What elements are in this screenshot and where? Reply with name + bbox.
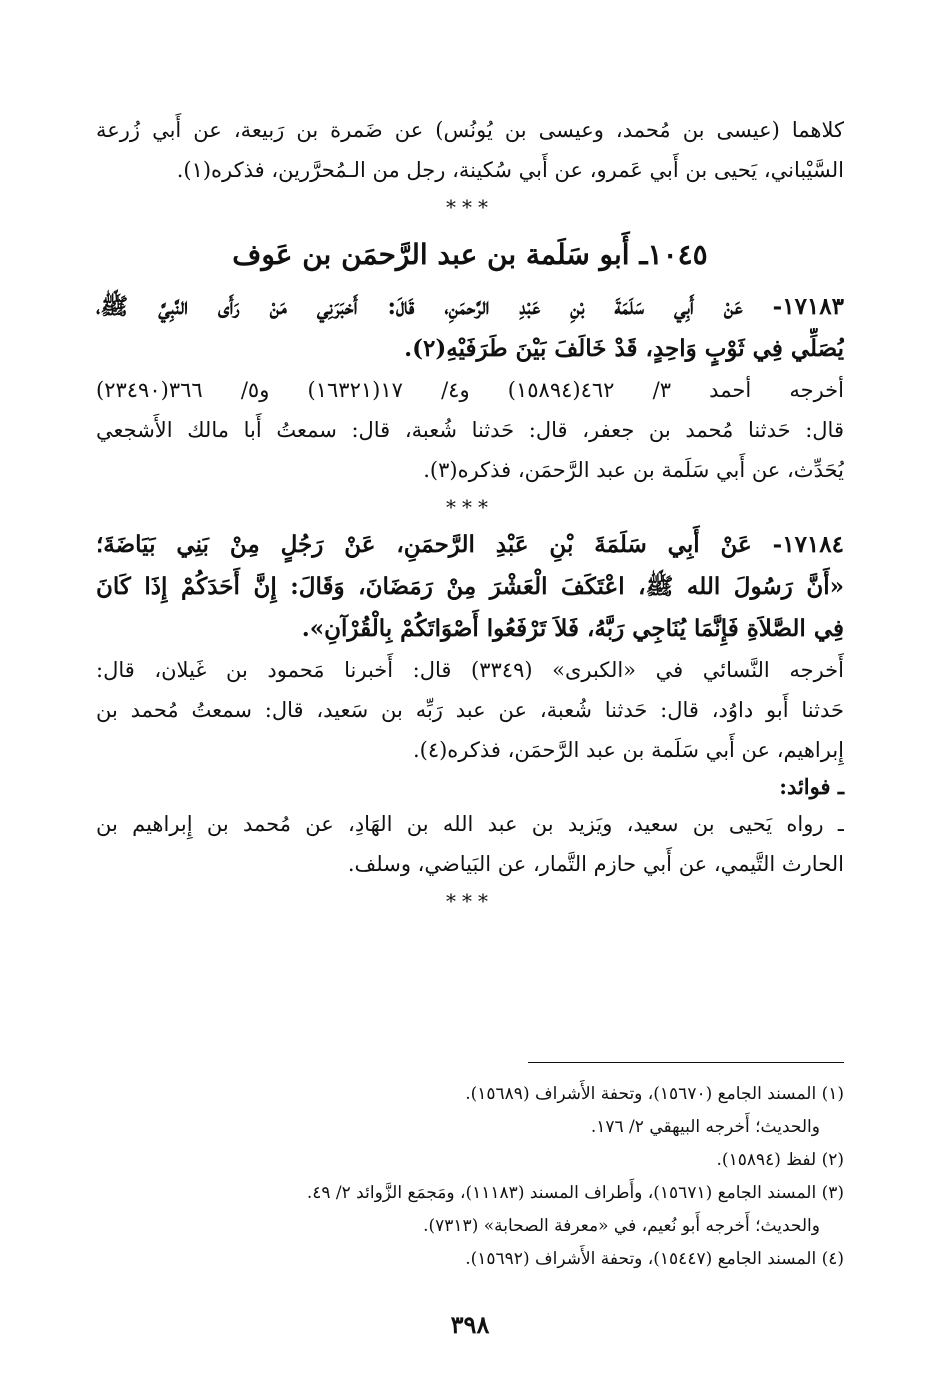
fawaid-line: الحارث التَّيمي، عن أَبي حازم التَّمار، عن البَياضي، وسلف. (347, 852, 844, 876)
hadith-text: ١٧١٨٤- عَنْ أَبِي سَلَمَةَ بْنِ عَبْدِ الرَّحمَنِ، عَنْ رَجُلٍ مِنْ بَنِي بَيَاضَةَ؛ (96, 531, 844, 558)
footnote: (٤) المسند الجامع (١٥٤٤٧)، وتحفة الأَشراف (١٥٦٩٢). (465, 1249, 844, 1269)
fawaid-line: ـ رواه يَحيى بن سعيد، ويَزيد بن عبد الله بن الهَادِ، عن مُحمد بن إِبراهيم بن (96, 812, 844, 836)
footnote: (٣) المسند الجامع (١٥٦٧١)، وأَطراف المسند (١١١٨٣)، ومَجمَع الزَّوائد ٢/ ٤٩. (306, 1183, 844, 1203)
hadith-text: يُصَلِّي فِي ثَوْبٍ وَاحِدٍ، قَدْ خَالَفَ بَيْنَ طَرَفَيْهِ(٢). (404, 335, 844, 362)
page-number: ٣٩٨ (450, 1310, 490, 1339)
takhrij-line: أخرجه أحمد ٣/ ٤٦٢(١٥٨٩٤) و٤/ ١٧(١٦٣٢١) و٥/ ٣٦٦(٢٣٤٩٠) (96, 378, 844, 402)
takhrij-line: أَخرجه النَّسائي في «الكبرى» (٣٣٤٩) قال: أَخبرنا مَحمود بن غَيلان، قال: (96, 658, 844, 682)
intro-line: السَّيْباني، يَحيى بن أَبي عَمرو، عن أَبي سُكينة، رجل من الـمُحرَّرين، فذكره(١). (176, 158, 844, 182)
intro-line: كلاهما (عيسى بن مُحمد، وعيسى بن يُونُس) عن ضَمرة بن رَبيعة، عن أَبي زُرعة (96, 118, 844, 142)
footnote-rule (528, 1062, 844, 1063)
section-separator: *** (446, 889, 494, 913)
hadith-text: فِي الصَّلاَةِ فَإِنَّمَا يُنَاجِي رَبَّهُ، فَلاَ تَرْفَعُوا أَصْوَاتَكُمْ بِالْقُرْآنِ». (301, 615, 844, 642)
page-body (96, 110, 844, 918)
footnote: (٢) لفظ (١٥٨٩٤). (716, 1150, 844, 1170)
takhrij-line: قال: حَدثنا مُحمد بن جعفر، قال: حَدثنا شُعبة، قال: سمعتُ أَبا مالك الأَشجعي (96, 418, 844, 442)
section-separator: *** (446, 495, 494, 519)
chapter-heading: ١٠٤٥ـ أَبو سَلَمة بن عبد الرَّحمَن بن عَوف (232, 238, 708, 271)
hadith-text: «أَنَّ رَسُولَ الله ﷺ، اعْتَكَفَ الْعَشْرَ مِنْ رَمَضَانَ، وَقَالَ: إِنَّ أَحَدَكُمْ إِذَا كَانَ (96, 573, 844, 600)
footnote: (١) المسند الجامع (١٥٦٧٠)، وتحفة الأَشراف (١٥٦٨٩). (465, 1084, 844, 1104)
takhrij-line: إِبراهيم، عن أَبي سَلَمة بن عبد الرَّحمَن، فذكره(٤). (412, 738, 844, 762)
hadith-text: ١٧١٨٣- عَنْ أَبِي سَلَمَةَ بْنِ عَبْدِ الرَّحمَنِ، قَالَ: أَخبَرَنِي مَنْ رَأَى النَّبِيَّ ﷺ، (96, 293, 844, 320)
footnote: والحديث؛ أَخرجه البيهقي ٢/ ١٧٦. (590, 1117, 820, 1137)
footnote: والحديث؛ أَخرجه أَبو نُعيم، في «معرفة الصحابة» (٧٣١٣). (423, 1216, 820, 1236)
fawaid-title: ـ فوائد: (779, 774, 844, 799)
section-separator: *** (446, 195, 494, 219)
takhrij-line: حَدثنا أَبو داوُد، قال: حَدثنا شُعبة، عن عبد رَبِّه بن سَعيد، قال: سمعتُ مُحمد بن (96, 698, 844, 722)
takhrij-line: يُحَدِّث، عن أَبي سَلَمة بن عبد الرَّحمَن، فذكره(٣). (423, 458, 844, 482)
footnotes (210, 1078, 844, 1276)
